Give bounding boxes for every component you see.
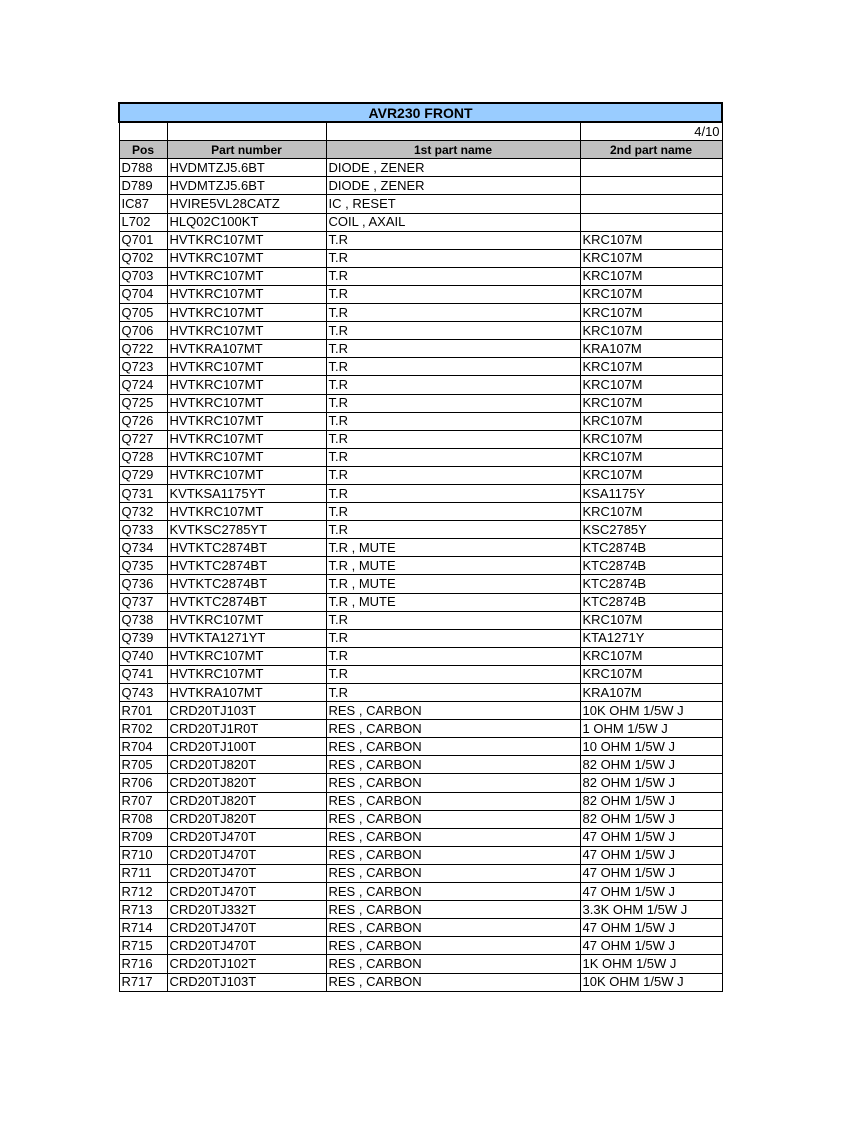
cell-1st-part-name: T.R (326, 322, 580, 340)
cell-2nd-part-name: KRA107M (580, 684, 722, 702)
cell-pos: Q729 (119, 466, 167, 484)
cell-1st-part-name: RES , CARBON (326, 846, 580, 864)
table-row (119, 521, 722, 539)
cell-pos: Q736 (119, 575, 167, 593)
cell-1st-part-name: DIODE , ZENER (326, 159, 580, 177)
cell-part-number: HVTKRA107MT (167, 340, 326, 358)
cell-2nd-part-name: KRC107M (580, 448, 722, 466)
table-row (119, 376, 722, 394)
table-row (119, 665, 722, 683)
cell-pos: R710 (119, 846, 167, 864)
cell-pos: R712 (119, 883, 167, 901)
table-row (119, 412, 722, 430)
cell-1st-part-name: RES , CARBON (326, 810, 580, 828)
cell-1st-part-name: T.R (326, 376, 580, 394)
cell-pos: Q732 (119, 503, 167, 521)
table-row (119, 629, 722, 647)
cell-1st-part-name: RES , CARBON (326, 756, 580, 774)
cell-pos: R704 (119, 738, 167, 756)
table-row (119, 448, 722, 466)
cell-pos: R711 (119, 864, 167, 882)
cell-part-number: HVTKRC107MT (167, 448, 326, 466)
cell-2nd-part-name (580, 177, 722, 195)
cell-1st-part-name: T.R (326, 484, 580, 502)
table-row (119, 684, 722, 702)
cell-2nd-part-name: 1 OHM 1/5W J (580, 720, 722, 738)
cell-1st-part-name: T.R (326, 394, 580, 412)
column-header-part-number: Part number (167, 141, 326, 159)
cell-part-number: CRD20TJ470T (167, 883, 326, 901)
cell-pos: Q726 (119, 412, 167, 430)
cell-pos: L702 (119, 213, 167, 231)
cell-1st-part-name: COIL , AXAIL (326, 213, 580, 231)
table-row (119, 901, 722, 919)
cell-pos: Q731 (119, 484, 167, 502)
cell-part-number: CRD20TJ470T (167, 864, 326, 882)
cell-2nd-part-name: KTA1271Y (580, 629, 722, 647)
cell-pos: D789 (119, 177, 167, 195)
cell-1st-part-name: T.R (326, 231, 580, 249)
cell-1st-part-name: T.R (326, 267, 580, 285)
cell-part-number: KVTKSC2785YT (167, 521, 326, 539)
cell-1st-part-name: T.R (326, 521, 580, 539)
table-row (119, 919, 722, 937)
table-row (119, 756, 722, 774)
column-header-pos: Pos (119, 141, 167, 159)
cell-pos: Q727 (119, 430, 167, 448)
cell-part-number: HVTKRC107MT (167, 267, 326, 285)
cell-2nd-part-name: 82 OHM 1/5W J (580, 810, 722, 828)
cell-1st-part-name: RES , CARBON (326, 738, 580, 756)
column-header-2nd-part-name: 2nd part name (580, 141, 722, 159)
table-row (119, 593, 722, 611)
cell-part-number: HVTKRC107MT (167, 231, 326, 249)
cell-part-number: HVTKRA107MT (167, 684, 326, 702)
cell-pos: Q703 (119, 267, 167, 285)
cell-1st-part-name: T.R (326, 684, 580, 702)
cell-part-number: HVTKRC107MT (167, 285, 326, 303)
cell-2nd-part-name: KRC107M (580, 267, 722, 285)
cell-part-number: HVTKRC107MT (167, 394, 326, 412)
cell-pos: D788 (119, 159, 167, 177)
cell-part-number: KVTKSA1175YT (167, 484, 326, 502)
cell-part-number: HVTKTC2874BT (167, 575, 326, 593)
cell-part-number: CRD20TJ102T (167, 955, 326, 973)
cell-1st-part-name: T.R (326, 304, 580, 322)
cell-1st-part-name: T.R , MUTE (326, 575, 580, 593)
table-row (119, 340, 722, 358)
table-row (119, 249, 722, 267)
table-row (119, 322, 722, 340)
cell-part-number: HVTKRC107MT (167, 503, 326, 521)
cell-part-number: HVTKTC2874BT (167, 593, 326, 611)
cell-part-number: CRD20TJ100T (167, 738, 326, 756)
cell-pos: Q739 (119, 629, 167, 647)
cell-part-number: HVTKRC107MT (167, 358, 326, 376)
cell-1st-part-name: DIODE , ZENER (326, 177, 580, 195)
cell-pos: Q741 (119, 665, 167, 683)
table-row (119, 285, 722, 303)
cell-1st-part-name: RES , CARBON (326, 702, 580, 720)
cell-2nd-part-name: 82 OHM 1/5W J (580, 756, 722, 774)
cell-1st-part-name: T.R (326, 249, 580, 267)
cell-part-number: CRD20TJ820T (167, 756, 326, 774)
cell-2nd-part-name: 47 OHM 1/5W J (580, 828, 722, 846)
table-row (119, 539, 722, 557)
cell-pos: R714 (119, 919, 167, 937)
cell-1st-part-name: T.R (326, 358, 580, 376)
cell-part-number: HLQ02C100KT (167, 213, 326, 231)
document-title: AVR230 FRONT (119, 103, 722, 122)
page-number: 4/10 (580, 122, 722, 141)
cell-part-number: CRD20TJ820T (167, 774, 326, 792)
cell-pos: Q728 (119, 448, 167, 466)
cell-pos: IC87 (119, 195, 167, 213)
cell-pos: Q704 (119, 285, 167, 303)
cell-pos: Q705 (119, 304, 167, 322)
cell-2nd-part-name: KTC2874B (580, 539, 722, 557)
cell-2nd-part-name: KRC107M (580, 430, 722, 448)
cell-2nd-part-name: KRA107M (580, 340, 722, 358)
table-row (119, 267, 722, 285)
cell-2nd-part-name: KSA1175Y (580, 484, 722, 502)
cell-1st-part-name: RES , CARBON (326, 901, 580, 919)
table-row (119, 774, 722, 792)
cell-2nd-part-name: 47 OHM 1/5W J (580, 846, 722, 864)
cell-1st-part-name: T.R (326, 285, 580, 303)
cell-2nd-part-name (580, 195, 722, 213)
page-row (119, 122, 722, 141)
cell-2nd-part-name: KRC107M (580, 249, 722, 267)
cell-2nd-part-name: KRC107M (580, 647, 722, 665)
cell-2nd-part-name: KTC2874B (580, 557, 722, 575)
cell-2nd-part-name: KRC107M (580, 466, 722, 484)
table-row (119, 937, 722, 955)
cell-1st-part-name: T.R (326, 665, 580, 683)
table-row (119, 828, 722, 846)
cell-part-number: HVTKTC2874BT (167, 539, 326, 557)
cell-part-number: HVTKRC107MT (167, 611, 326, 629)
table-row (119, 702, 722, 720)
cell-1st-part-name: RES , CARBON (326, 937, 580, 955)
cell-part-number: HVTKRC107MT (167, 376, 326, 394)
cell-2nd-part-name: 47 OHM 1/5W J (580, 883, 722, 901)
table-row (119, 720, 722, 738)
cell-1st-part-name: T.R (326, 611, 580, 629)
cell-1st-part-name: T.R (326, 412, 580, 430)
cell-part-number: HVIRE5VL28CATZ (167, 195, 326, 213)
cell-2nd-part-name: KRC107M (580, 358, 722, 376)
cell-2nd-part-name: KRC107M (580, 412, 722, 430)
table-row (119, 647, 722, 665)
cell-2nd-part-name: 47 OHM 1/5W J (580, 864, 722, 882)
table-row (119, 503, 722, 521)
cell-1st-part-name: T.R (326, 340, 580, 358)
cell-2nd-part-name: 47 OHM 1/5W J (580, 919, 722, 937)
cell-2nd-part-name: 1K OHM 1/5W J (580, 955, 722, 973)
cell-pos: Q734 (119, 539, 167, 557)
cell-1st-part-name: T.R (326, 448, 580, 466)
cell-2nd-part-name: 47 OHM 1/5W J (580, 937, 722, 955)
cell-part-number: HVTKRC107MT (167, 430, 326, 448)
cell-pos: Q740 (119, 647, 167, 665)
cell-2nd-part-name: KRC107M (580, 231, 722, 249)
cell-2nd-part-name: 10K OHM 1/5W J (580, 702, 722, 720)
cell-pos: R717 (119, 973, 167, 991)
cell-part-number: HVTKRC107MT (167, 412, 326, 430)
cell-part-number: CRD20TJ470T (167, 846, 326, 864)
title-row (119, 103, 722, 122)
cell-part-number: HVTKRC107MT (167, 647, 326, 665)
column-header-1st-part-name: 1st part name (326, 141, 580, 159)
cell-pos: Q733 (119, 521, 167, 539)
cell-pos: R707 (119, 792, 167, 810)
table-row (119, 394, 722, 412)
cell-1st-part-name: RES , CARBON (326, 828, 580, 846)
cell-pos: R706 (119, 774, 167, 792)
cell-2nd-part-name: KRC107M (580, 376, 722, 394)
cell-pos: R705 (119, 756, 167, 774)
cell-1st-part-name: T.R (326, 503, 580, 521)
cell-1st-part-name: RES , CARBON (326, 792, 580, 810)
cell-pos: R702 (119, 720, 167, 738)
cell-part-number: HVTKTA1271YT (167, 629, 326, 647)
column-header-row (119, 141, 722, 159)
table-row (119, 231, 722, 249)
table-row (119, 358, 722, 376)
cell-1st-part-name: T.R (326, 647, 580, 665)
cell-part-number: CRD20TJ103T (167, 702, 326, 720)
cell-1st-part-name: RES , CARBON (326, 864, 580, 882)
cell-1st-part-name: IC , RESET (326, 195, 580, 213)
empty-cell (119, 122, 167, 141)
cell-2nd-part-name: KSC2785Y (580, 521, 722, 539)
table-row (119, 846, 722, 864)
cell-pos: Q723 (119, 358, 167, 376)
cell-2nd-part-name: KRC107M (580, 503, 722, 521)
cell-1st-part-name: RES , CARBON (326, 973, 580, 991)
table-row (119, 484, 722, 502)
cell-1st-part-name: T.R , MUTE (326, 557, 580, 575)
table-row (119, 575, 722, 593)
table-row (119, 883, 722, 901)
cell-1st-part-name: T.R (326, 629, 580, 647)
cell-2nd-part-name: KTC2874B (580, 575, 722, 593)
cell-part-number: HVTKRC107MT (167, 304, 326, 322)
cell-part-number: CRD20TJ820T (167, 792, 326, 810)
cell-pos: Q722 (119, 340, 167, 358)
cell-1st-part-name: RES , CARBON (326, 883, 580, 901)
cell-2nd-part-name: KRC107M (580, 665, 722, 683)
cell-part-number: CRD20TJ470T (167, 937, 326, 955)
cell-pos: R716 (119, 955, 167, 973)
cell-1st-part-name: RES , CARBON (326, 919, 580, 937)
cell-1st-part-name: RES , CARBON (326, 774, 580, 792)
cell-part-number: HVTKRC107MT (167, 249, 326, 267)
parts-list-table (118, 102, 723, 992)
cell-part-number: HVTKRC107MT (167, 665, 326, 683)
cell-pos: Q743 (119, 684, 167, 702)
table-row (119, 792, 722, 810)
table-row (119, 973, 722, 991)
cell-part-number: HVTKRC107MT (167, 466, 326, 484)
cell-2nd-part-name: KTC2874B (580, 593, 722, 611)
cell-pos: Q724 (119, 376, 167, 394)
cell-pos: R713 (119, 901, 167, 919)
table-row (119, 195, 722, 213)
table-row (119, 304, 722, 322)
cell-2nd-part-name: 82 OHM 1/5W J (580, 774, 722, 792)
cell-part-number: CRD20TJ332T (167, 901, 326, 919)
cell-2nd-part-name (580, 159, 722, 177)
cell-1st-part-name: RES , CARBON (326, 720, 580, 738)
cell-2nd-part-name: 10K OHM 1/5W J (580, 973, 722, 991)
cell-part-number: CRD20TJ103T (167, 973, 326, 991)
table-row (119, 611, 722, 629)
empty-cell (326, 122, 580, 141)
cell-2nd-part-name: KRC107M (580, 285, 722, 303)
table-row (119, 810, 722, 828)
cell-part-number: CRD20TJ820T (167, 810, 326, 828)
cell-pos: Q738 (119, 611, 167, 629)
cell-2nd-part-name: KRC107M (580, 611, 722, 629)
table-row (119, 466, 722, 484)
table-row (119, 955, 722, 973)
cell-part-number: HVDMTZJ5.6BT (167, 159, 326, 177)
table-row (119, 177, 722, 195)
cell-pos: Q702 (119, 249, 167, 267)
cell-part-number: HVTKTC2874BT (167, 557, 326, 575)
parts-rows (119, 159, 722, 991)
cell-part-number: CRD20TJ470T (167, 828, 326, 846)
cell-part-number: CRD20TJ1R0T (167, 720, 326, 738)
cell-2nd-part-name: 82 OHM 1/5W J (580, 792, 722, 810)
cell-1st-part-name: T.R (326, 430, 580, 448)
cell-part-number: HVTKRC107MT (167, 322, 326, 340)
cell-2nd-part-name: 3.3K OHM 1/5W J (580, 901, 722, 919)
cell-pos: Q737 (119, 593, 167, 611)
cell-1st-part-name: T.R (326, 466, 580, 484)
cell-1st-part-name: RES , CARBON (326, 955, 580, 973)
cell-part-number: CRD20TJ470T (167, 919, 326, 937)
table-row (119, 159, 722, 177)
cell-pos: R708 (119, 810, 167, 828)
table-row (119, 738, 722, 756)
cell-1st-part-name: T.R , MUTE (326, 593, 580, 611)
cell-pos: Q735 (119, 557, 167, 575)
cell-pos: Q701 (119, 231, 167, 249)
cell-pos: Q725 (119, 394, 167, 412)
cell-2nd-part-name: KRC107M (580, 322, 722, 340)
cell-1st-part-name: T.R , MUTE (326, 539, 580, 557)
cell-pos: Q706 (119, 322, 167, 340)
table-row (119, 213, 722, 231)
cell-2nd-part-name: 10 OHM 1/5W J (580, 738, 722, 756)
cell-pos: R715 (119, 937, 167, 955)
cell-pos: R709 (119, 828, 167, 846)
empty-cell (167, 122, 326, 141)
table-row (119, 430, 722, 448)
cell-2nd-part-name: KRC107M (580, 394, 722, 412)
cell-2nd-part-name: KRC107M (580, 304, 722, 322)
cell-pos: R701 (119, 702, 167, 720)
cell-2nd-part-name (580, 213, 722, 231)
cell-part-number: HVDMTZJ5.6BT (167, 177, 326, 195)
table-row (119, 557, 722, 575)
table-row (119, 864, 722, 882)
